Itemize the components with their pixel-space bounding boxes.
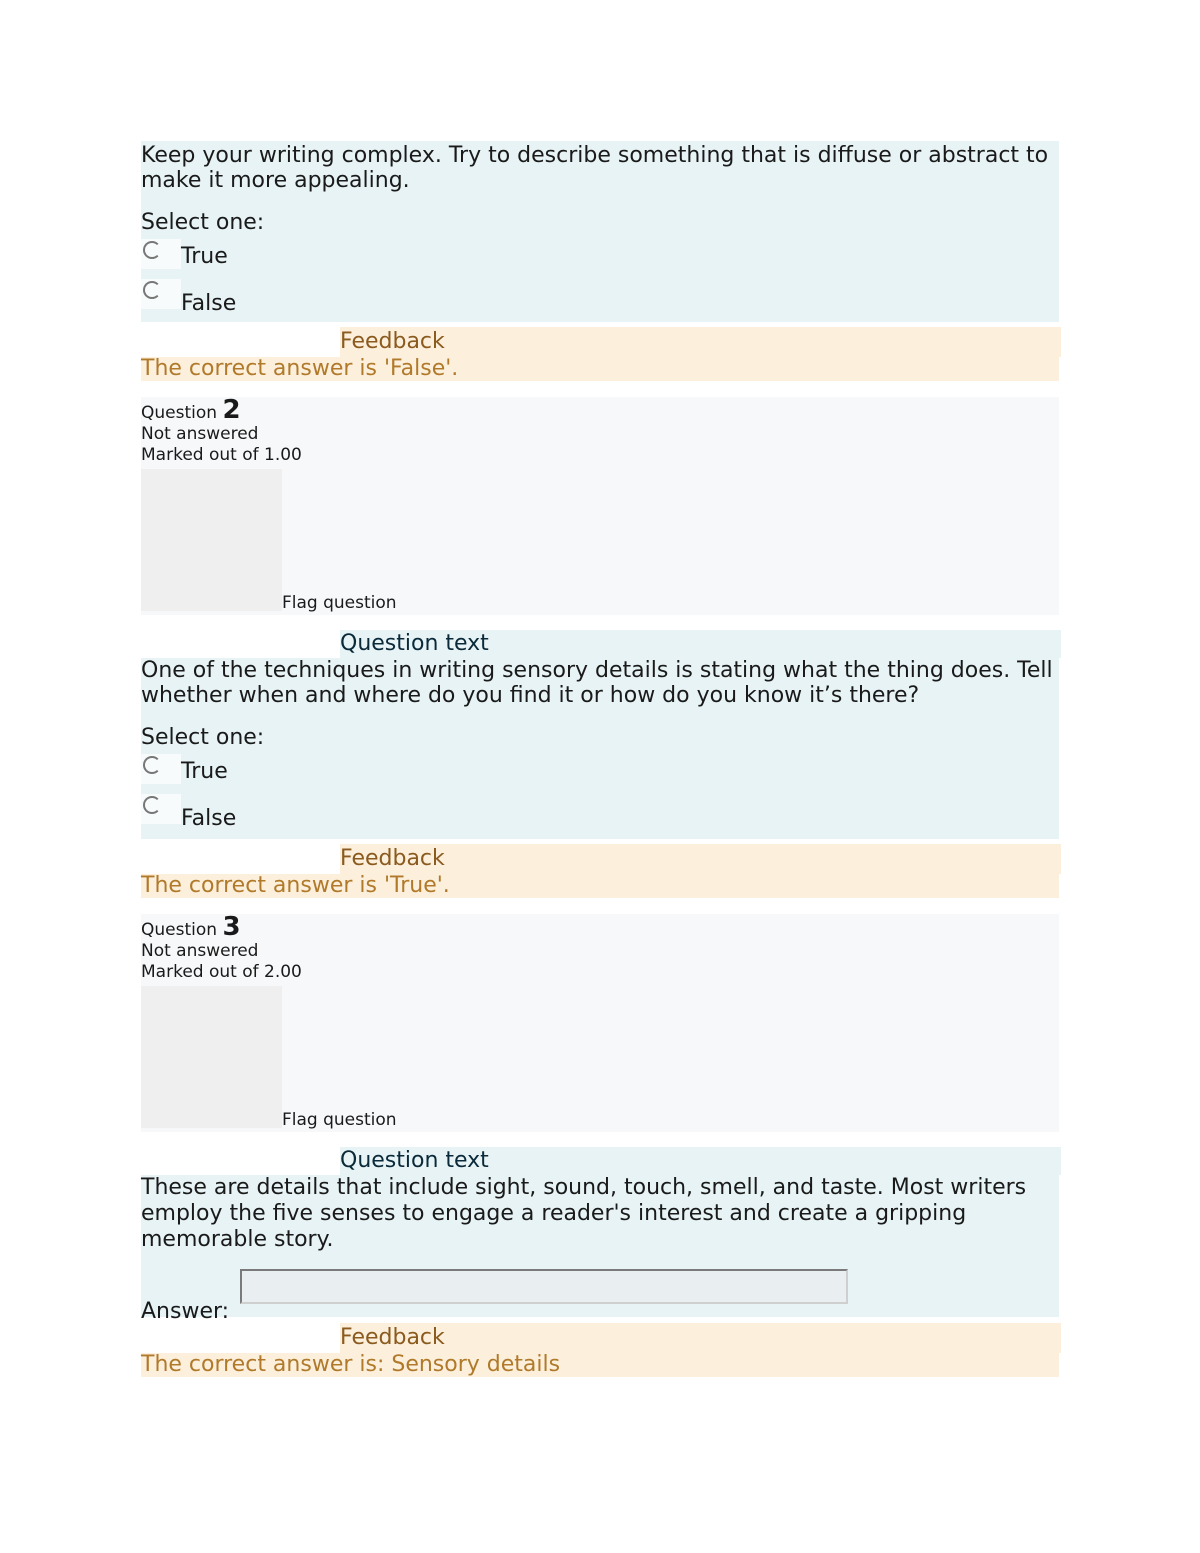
- q2-option-false[interactable]: [141, 794, 1059, 840]
- q3-question-text-title: Question text: [340, 1147, 1061, 1175]
- q2-info-panel: [141, 397, 1059, 615]
- q3-feedback-title: Feedback: [340, 1323, 1061, 1353]
- q3-answer-input[interactable]: [240, 1269, 848, 1304]
- q3-marked: Marked out of 2.00: [141, 962, 302, 982]
- q3-question-label: Question: [141, 920, 218, 940]
- q1-option-label-true: True: [181, 244, 228, 269]
- q2-select-label: Select one:: [141, 725, 265, 750]
- q2-question-text: One of the techniques in writing sensory details is stating what the thing does. Tell whether when and where do you find it or how do you know it’s there?: [141, 658, 1053, 708]
- q3-info-panel: [141, 914, 1059, 1132]
- q2-status: Not answered: [141, 424, 259, 444]
- q1-option-false[interactable]: [141, 279, 1059, 325]
- q3-flag-icon[interactable]: [141, 986, 282, 1128]
- q2-feedback-title: Feedback: [340, 844, 1061, 874]
- q2-question-number: [141, 395, 1059, 425]
- q2-option-label-true: True: [181, 759, 228, 784]
- q2-question-text-title: Question text: [340, 630, 1061, 658]
- q2-option-label-false: False: [181, 806, 237, 831]
- q1-radio-true[interactable]: [143, 241, 161, 259]
- q3-status: Not answered: [141, 941, 259, 961]
- q2-question-text-block: [141, 658, 1059, 839]
- q2-radio-false[interactable]: [143, 796, 161, 814]
- q3-question-text: These are details that include sight, sound, touch, smell, and taste. Most writers employ the five senses to engage a reader's interest and create a gripping memorable story.: [141, 1175, 1027, 1252]
- q1-feedback-title: Feedback: [340, 327, 1061, 357]
- q1-question-text-block: [141, 141, 1059, 322]
- q3-number: 3: [222, 912, 241, 942]
- q3-question-number: [141, 912, 1059, 942]
- q2-flag-question-link[interactable]: Flag question: [282, 593, 397, 613]
- q2-feedback-text: The correct answer is 'True'.: [141, 874, 1059, 898]
- q2-flag-icon[interactable]: [141, 469, 282, 611]
- q1-feedback-text: The correct answer is 'False'.: [141, 357, 1059, 381]
- q1-select-label: Select one:: [141, 210, 265, 235]
- q3-question-text-block: [141, 1175, 1059, 1324]
- q3-feedback-text: The correct answer is: Sensory details: [141, 1353, 1059, 1377]
- q2-radio-true[interactable]: [143, 756, 161, 774]
- q2-number: 2: [222, 395, 241, 425]
- q3-answer-label: Answer:: [141, 1299, 230, 1324]
- q1-radio-false[interactable]: [143, 281, 161, 299]
- q1-question-text: Keep your writing complex. Try to describe something that is diffuse or abstract to make it more appealing.: [141, 143, 1049, 193]
- q3-answer-row: [141, 1269, 1059, 1329]
- q3-flag-question-link[interactable]: Flag question: [282, 1110, 397, 1130]
- q2-question-label: Question: [141, 403, 218, 423]
- q2-marked: Marked out of 1.00: [141, 445, 302, 465]
- q1-option-label-false: False: [181, 291, 237, 316]
